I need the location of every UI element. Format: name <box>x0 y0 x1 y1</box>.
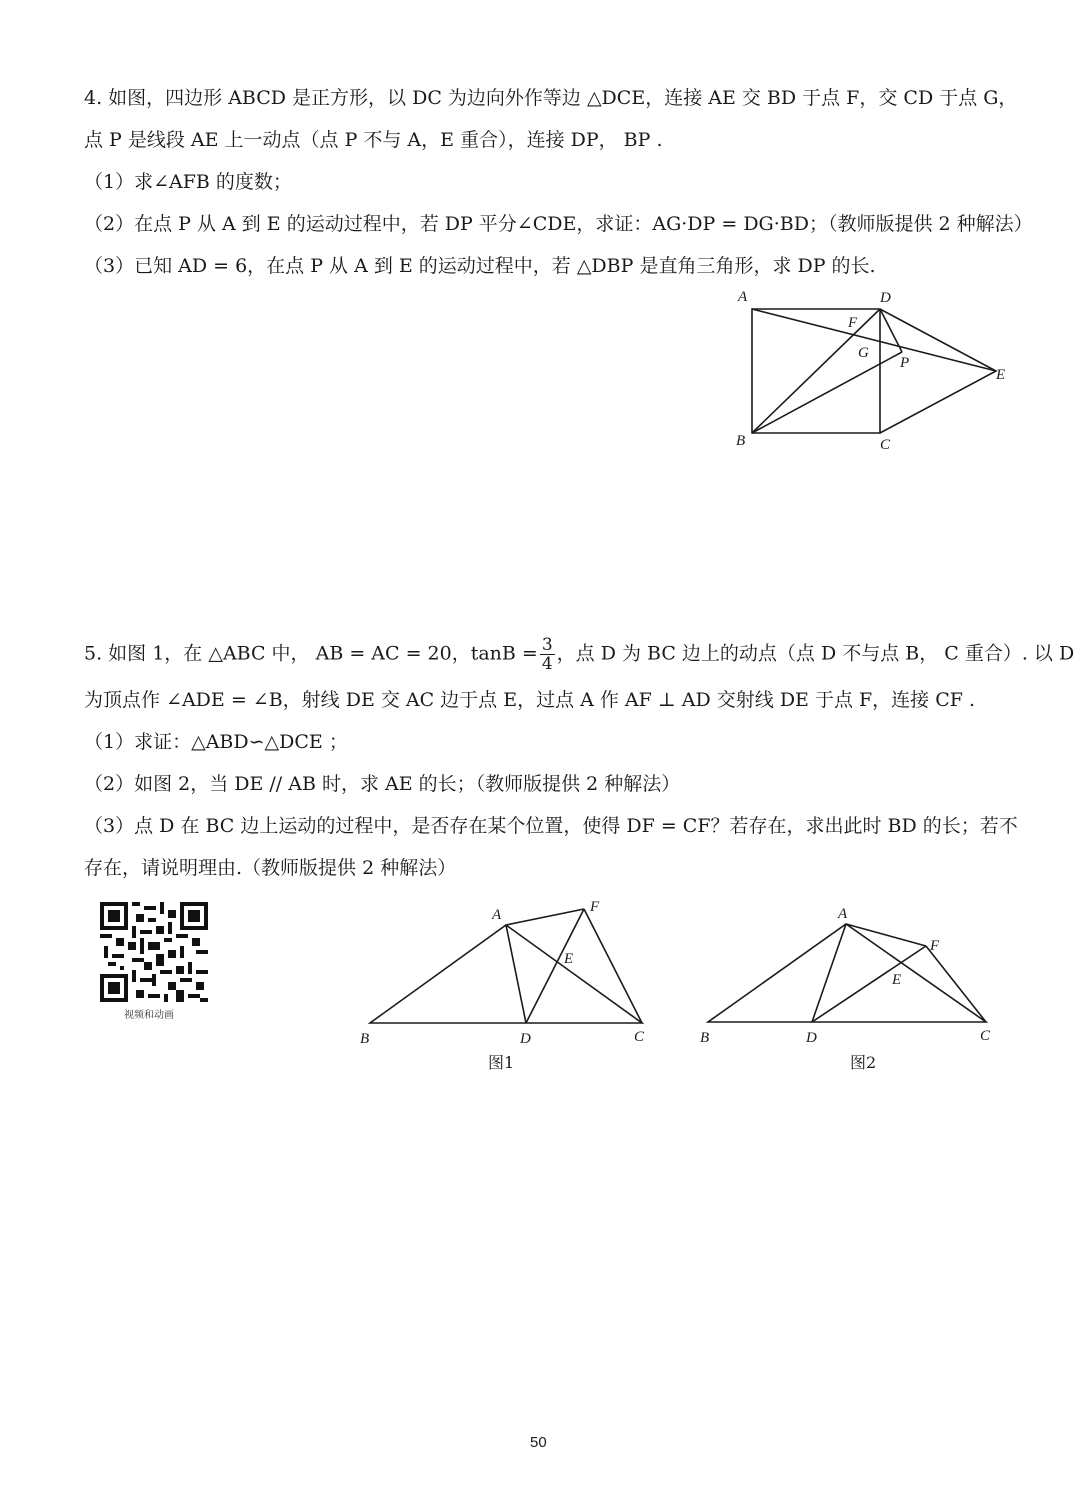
label-A: A <box>738 289 748 305</box>
fig1-label-B: B <box>360 1031 370 1047</box>
segment-bd <box>752 309 880 433</box>
segment-df <box>526 909 584 1023</box>
segment-cf <box>584 909 642 1023</box>
segment-ae <box>752 309 996 371</box>
fraction-numerator: 3 <box>541 635 553 655</box>
label-B: B <box>736 433 746 449</box>
fig1-label-C: C <box>634 1029 645 1045</box>
problem5-line1-end: ，点 D 为 BC 边上的动点（点 D 不与点 B， C 重合）. 以 D <box>556 642 1075 665</box>
problem5-question2: （2）如图 2，当 DE // AB 时，求 AE 的长；（教师版提供 2 种解法） <box>84 773 681 795</box>
problem4-figure <box>730 285 1020 455</box>
problem4-question1: （1）求∠AFB 的度数； <box>84 171 292 193</box>
label-D: D <box>880 290 891 306</box>
fraction-denominator: 4 <box>541 654 553 674</box>
fig2-label-B: B <box>700 1030 710 1046</box>
problem5-figure1 <box>350 895 660 1050</box>
tan-fraction <box>540 636 555 673</box>
problem4-line2: 点 P 是线段 AE 上一动点（点 P 不与 A，E 重合），连接 DP， BP . <box>84 129 663 151</box>
segment-af <box>506 909 584 925</box>
label-G: G <box>858 345 869 361</box>
label-C: C <box>880 437 891 453</box>
triangle-dce-sides <box>880 309 996 433</box>
fig1-label-F: F <box>590 899 600 915</box>
label-P: P <box>900 355 910 371</box>
triangle-abc <box>708 924 986 1022</box>
problem5-line1 <box>84 636 1074 673</box>
fig1-label-A: A <box>492 907 502 923</box>
fig2-label-F: F <box>930 938 940 954</box>
label-E: E <box>996 367 1006 383</box>
figure2-caption: 图2 <box>850 1053 877 1072</box>
problem4-question3: （3）已知 AD = 6，在点 P 从 A 到 E 的运动过程中，若 △DBP 是直角三角形，求 DP 的长. <box>84 255 876 277</box>
page-number: 50 <box>530 1434 547 1451</box>
problem5-figure2 <box>690 900 1010 1050</box>
qr-caption: 视频和动画 <box>124 1010 174 1021</box>
segment-df <box>812 946 926 1022</box>
triangle-abc <box>370 925 642 1023</box>
problem5-line2: 为顶点作 ∠ADE = ∠B，射线 DE 交 AC 边于点 E，过点 A 作 AF ⊥ AD 交射线 DE 于点 F，连接 CF . <box>84 689 976 711</box>
problem4-line1: 4. 如图，四边形 ABCD 是正方形，以 DC 为边向外作等边 △DCE，连接 AE 交 BD 于点 F，交 CD 于点 G， <box>84 87 1018 109</box>
segment-cf <box>926 946 986 1022</box>
problem5-question1: （1）求证：△ABD∽△DCE ； <box>84 731 348 753</box>
problem5-line1-start: 5. 如图 1，在 △ABC 中， AB = AC = 20，tanB = <box>84 642 538 665</box>
label-F: F <box>848 315 858 331</box>
fig2-label-D: D <box>806 1030 817 1046</box>
figure1-caption: 图1 <box>488 1053 515 1072</box>
segment-ad <box>506 925 526 1023</box>
qr-code[interactable] <box>100 902 208 1002</box>
fig1-label-E: E <box>564 951 574 967</box>
fig2-label-C: C <box>980 1028 991 1044</box>
fig2-label-A: A <box>838 906 848 922</box>
fig2-label-E: E <box>892 972 902 988</box>
segment-af <box>846 924 926 946</box>
problem4-question2: （2）在点 P 从 A 到 E 的运动过程中，若 DP 平分∠CDE，求证：AG·DP = DG·BD；（教师版提供 2 种解法） <box>84 213 1033 235</box>
segment-ad <box>812 924 846 1022</box>
problem5-question3-line2: 存在，请说明理由.（教师版提供 2 种解法） <box>84 857 457 879</box>
problem5-question3-line1: （3）点 D 在 BC 边上运动的过程中，是否存在某个位置，使得 DF = CF？若存在，求出此时 BD 的长；若不 <box>84 815 1018 837</box>
fig1-label-D: D <box>520 1031 531 1047</box>
